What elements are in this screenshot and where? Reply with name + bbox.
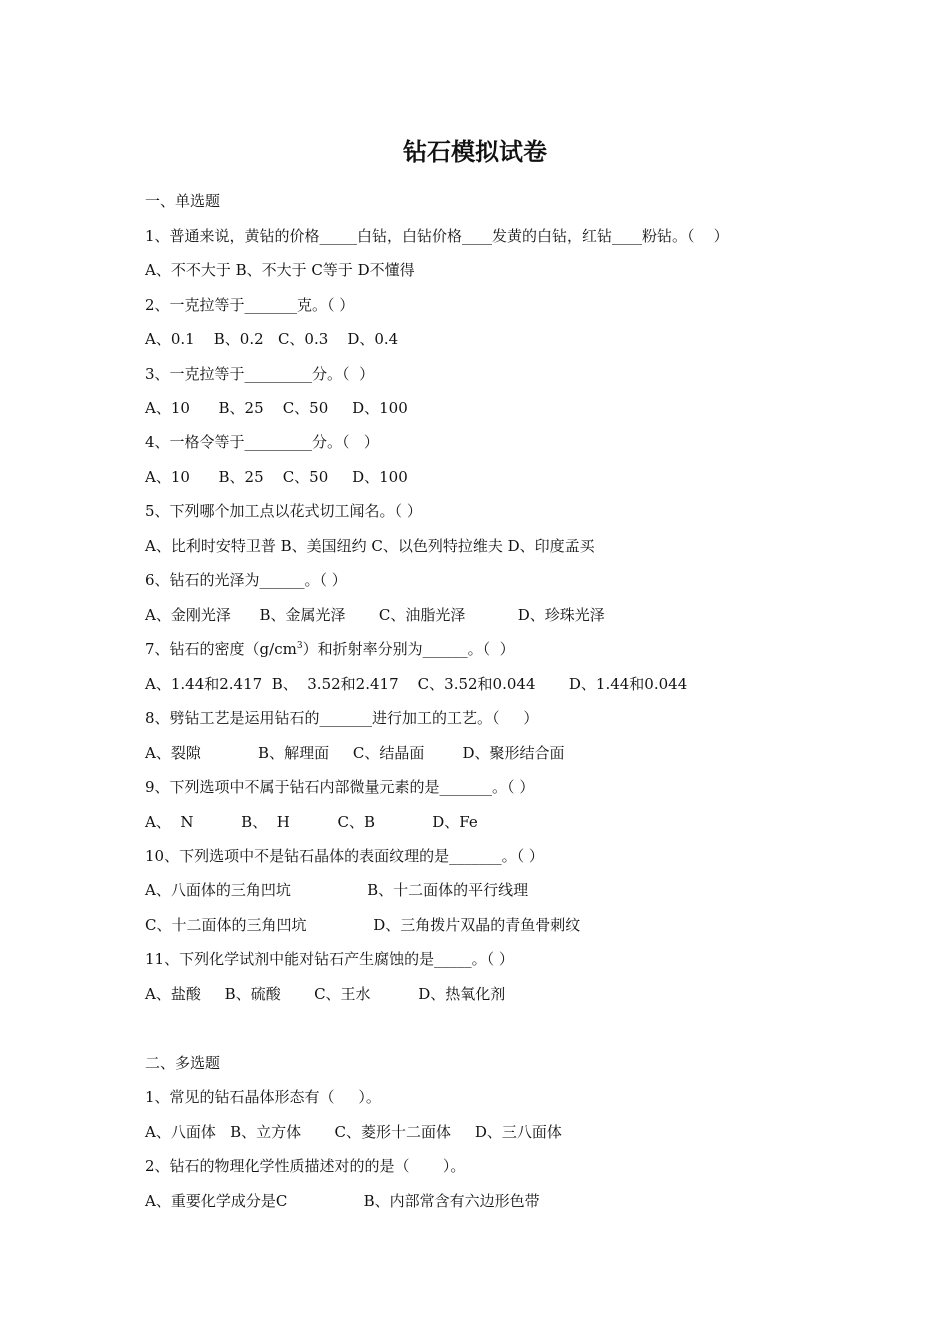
question-3: 3、一克拉等于_________分。（ ） (145, 365, 375, 383)
question-4: 4、一格令等于_________分。（ ） (145, 433, 379, 451)
section-heading-multiple-choice: 二、多选题 (145, 1054, 221, 1072)
question-9-options: A、 N B、 H C、B D、Fe (145, 813, 478, 831)
page-title: 钻石模拟试卷 (403, 137, 547, 166)
multi-question-1-options: A、八面体 B、立方体 C、菱形十二面体 D、三八面体 (145, 1123, 562, 1141)
question-6-options: A、金刚光泽 B、金属光泽 C、油脂光泽 D、珍珠光泽 (145, 606, 605, 624)
question-10: 10、下列选项中不是钻石晶体的表面纹理的是_______。（ ） (145, 847, 544, 865)
question-8-options: A、裂隙 B、解理面 C、结晶面 D、聚形结合面 (145, 744, 565, 762)
question-8: 8、劈钻工艺是运用钻石的_______进行加工的工艺。（ ） (145, 709, 539, 727)
question-3-options: A、10 B、25 C、50 D、100 (145, 399, 408, 417)
question-1: 1、普通来说，黄钻的价格_____白钻，白钻价格____发黄的白钻，红钻____粉钻。（ ） (145, 227, 729, 245)
question-1-options: A、不不大于 B、不大于 C等于 D不懂得 (145, 261, 415, 279)
multi-question-2-options: A、重要化学成分是C B、内部常含有六边形色带 (145, 1192, 540, 1210)
question-7-text-end: ）和折射率分别为______。（ ） (302, 640, 515, 658)
multi-question-2: 2、钻石的物理化学性质描述对的的是（ ）。 (145, 1157, 466, 1175)
question-5: 5、下列哪个加工点以花式切工闻名。（ ） (145, 502, 422, 520)
question-9: 9、下列选项中不属于钻石内部微量元素的是_______。（ ） (145, 778, 535, 796)
question-10-options-ab: A、八面体的三角凹坑 B、十二面体的平行线理 (145, 881, 529, 899)
question-11: 11、下列化学试剂中能对钻石产生腐蚀的是_____。（ ） (145, 950, 514, 968)
question-5-options: A、比利时安特卫普 B、美国纽约 C、以色列特拉维夫 D、印度孟买 (145, 537, 595, 555)
question-7-superscript: 3 (296, 641, 303, 651)
question-7 (145, 639, 865, 659)
section-heading-single-choice: 一、单选题 (145, 192, 221, 210)
question-6: 6、钻石的光泽为______。（ ） (145, 571, 347, 589)
multi-question-1: 1、常见的钻石晶体形态有（ ）。 (145, 1088, 381, 1106)
question-10-options-cd: C、十二面体的三角凹坑 D、三角拨片双晶的青鱼骨刺纹 (145, 916, 581, 934)
question-2: 2、一克拉等于_______克。（ ） (145, 296, 355, 314)
question-7-text-start: 7、钻石的密度（g/cm (145, 640, 297, 658)
question-2-options: A、0.1 B、0.2 C、0.3 D、0.4 (145, 330, 399, 348)
question-7-options: A、1.44和2.417 B、 3.52和2.417 C、3.52和0.044 D、1.44和0.044 (145, 675, 688, 693)
question-4-options: A、10 B、25 C、50 D、100 (145, 468, 408, 486)
question-11-options: A、盐酸 B、硫酸 C、王水 D、热氧化剂 (145, 985, 506, 1003)
